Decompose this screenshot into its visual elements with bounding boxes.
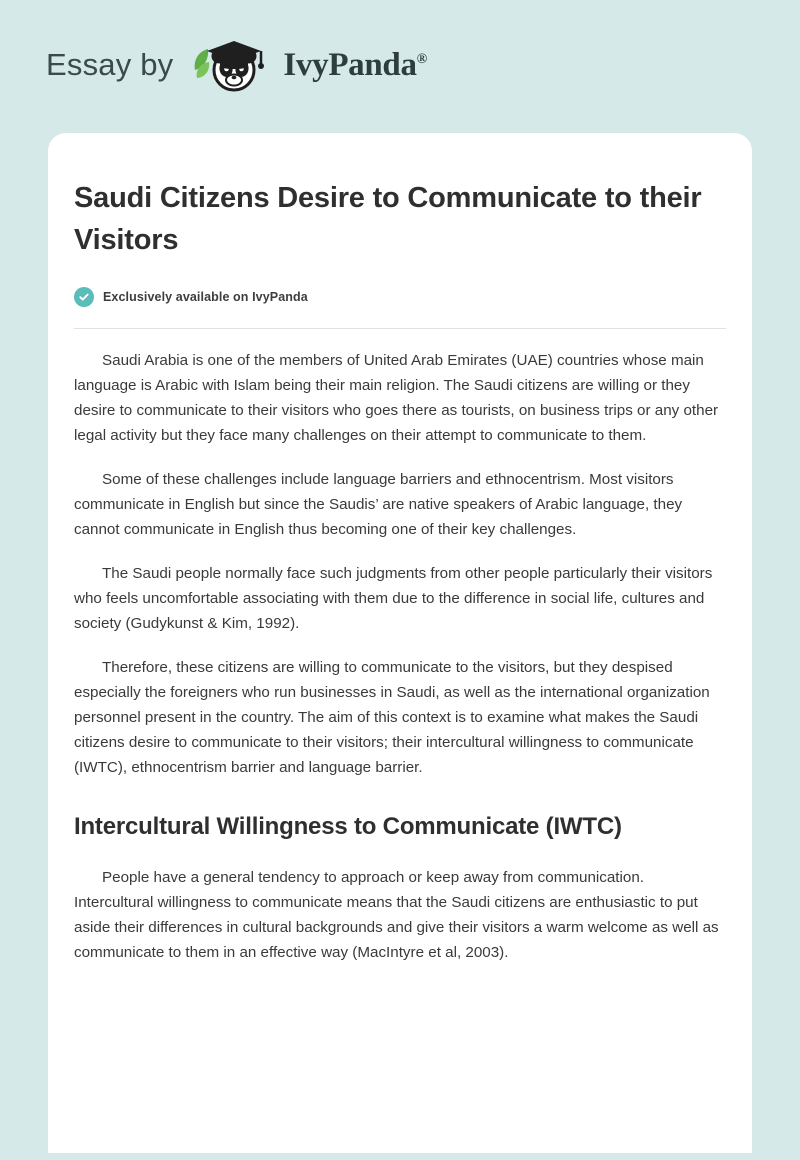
brand-header xyxy=(0,0,800,92)
check-circle-icon xyxy=(74,287,94,307)
exclusive-badge xyxy=(74,287,726,307)
essay-body xyxy=(74,329,726,965)
essay-by-label: Essay by xyxy=(46,47,174,82)
brand-name-text: IvyPanda xyxy=(283,46,417,83)
brand-logo[interactable] xyxy=(187,34,426,96)
page-title: Saudi Citizens Desire to Communicate to their Visitors xyxy=(74,182,702,256)
exclusive-badge-label: Exclusively available on IvyPanda xyxy=(103,290,308,304)
paragraph: Some of these challenges include language barriers and ethnocentrism. Most visitors communicate in English but since the Saudis’ are native speakers of Arabic language, they cannot communicate in English thus becoming one of their key challenges. xyxy=(74,471,683,538)
essay-card xyxy=(48,133,752,1153)
paragraph: Therefore, these citizens are willing to communicate to the visitors, but they despised especially the foreigners who run businesses in Saudi, as well as the international organization personnel present in the country. The aim of this context is to examine what makes the Saudi citizens desire to communicate to their visitors; their intercultural willingness to communicate (IWTC), ethnocentrism barrier and language barrier. xyxy=(74,659,710,776)
brand-name xyxy=(283,47,426,84)
registered-mark: ® xyxy=(416,51,427,67)
paragraph: The Saudi people normally face such judgments from other people particularly their visitors who feels uncomfortable associating with them due to the difference in social life, cultures and society (Gudykunst & Kim, 1992). xyxy=(74,565,713,632)
paragraph: Saudi Arabia is one of the members of United Arab Emirates (UAE) countries whose main language is Arabic with Islam being their main religion. The Saudi citizens are willing or they desire to communicate to their visitors who goes there as tourists, on business trips or any other legal activity but they face many challenges on their attempt to communicate to them. xyxy=(74,352,719,444)
panda-graduation-cap-logo-icon xyxy=(187,34,279,96)
paragraph: People have a general tendency to approach or keep away from communication. Intercultural willingness to communicate means that the Saudi citizens are enthusiastic to put aside their differences in cultural backgrounds and give their visitors a warm welcome as well as communicate to them in an effective way (MacIntyre et al, 2003). xyxy=(74,869,719,961)
section-heading: Intercultural Willingness to Communicate (IWTC) xyxy=(74,813,622,840)
